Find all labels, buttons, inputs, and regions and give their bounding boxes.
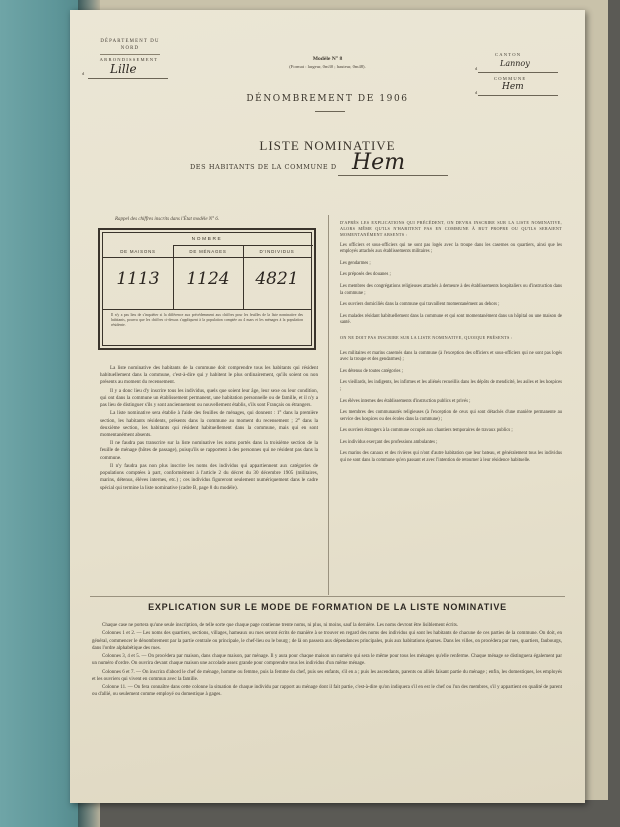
included-item: Les malades résidant habituellement dans la commune et qui sont momentanément dans un hôpital ou une maison de santé.	[340, 313, 562, 326]
modele-number: Modèle N° 8	[312, 56, 343, 62]
commune-handwritten: Hem	[352, 150, 406, 175]
col-header-individus: D'INDIVIDUS	[259, 249, 295, 254]
commune-value: Hem	[502, 82, 524, 92]
document-page	[70, 10, 585, 803]
arrondissement-label: ARRONDISSEMENT	[99, 57, 159, 62]
excluded-item: Les militaires et marins casernés dans la commune (à l'exception des officiers et sous-officiers qui ne sont pas logés avec la troupe et des gendarmes) ;	[340, 350, 562, 363]
format-note: (Format : largeur, 0m30 ; hauteur, 0m48).	[289, 64, 366, 69]
explication-paragraph: Colonnes 6 et 7. — On inscrira d'abord le chef de ménage, homme ou femme, puis la femme du chef, puis ses enfants, s'il en a ; puis les ascendants, parents ou alliés faisant partie du ménage ; enfin, les domestiques, les employés et les ouvriers qui vivent en commun avec la famille.	[92, 669, 562, 682]
list-subtitle: DES HABITANTS DE LA COMMUNE D	[190, 163, 337, 171]
value-menages: 1124	[186, 269, 230, 289]
value-maisons: 1113	[116, 269, 160, 289]
included-item: Les préposés des douanes ;	[340, 272, 391, 278]
excluded-item: Les détenus de toutes catégories ;	[340, 368, 403, 374]
left-paragraph: La liste nominative des habitants de la commune doit comprendre tous les habitants qui résident habituellement dans la commune, c'est-à-dire qui y habitent le plus ordinairement, qu'ils soient ou non présents au moment du recensement.	[100, 365, 318, 386]
document-title: DÉNOMBREMENT DE 1906	[246, 94, 409, 104]
commune-prefix: d	[475, 90, 478, 95]
right-instructions	[340, 220, 562, 470]
included-intro: D'APRÈS LES EXPLICATIONS QUI PRÉCÈDENT, ON DEVRA INSCRIRE SUR LA LISTE NOMINATIVE, ALORS MÊME QU'ILS N'HABITENT PAS EN COMMUNE À BUT PROPRE OU QU'ILS SERAIENT MOMENTANÉMENT ABSENTS :	[340, 220, 562, 237]
commune-label: COMMUNE	[494, 76, 527, 81]
departement-label: DÉPARTEMENT DU NORD	[100, 39, 160, 52]
excluded-intro: ON NE DOIT PAS INSCRIRE SUR LA LISTE NOMINATIVE, QUOIQUE PRÉSENTS :	[340, 334, 513, 340]
table-caption: Rappel des chiffres inscrits dans l'État modèle N° 6.	[115, 217, 220, 222]
excluded-item: Les vieillards, les indigents, les infirmes et les aliénés recueillis dans les dépôts de mendicité, les asiles et les hospices ;	[340, 380, 562, 393]
included-item: Les ouvriers domiciliés dans la commune qui travaillent momentanément au dehors ;	[340, 302, 500, 308]
value-individus: 4821	[255, 269, 299, 289]
explication-paragraph: Colonnes 3, 4 et 5. — On procédera par maison, dans chaque maison, par ménage. Il y aura pour chaque maison un numéro qui sera le même pour tous les ménages qu'elle renferme. Chaque ménage se distinguera également par un numéro d'ordre. On ouvrira devant chaque maison une accolade assez grande pour comprendre tous les individus d'un même ménage.	[92, 654, 562, 667]
canton-label: CANTON	[495, 52, 522, 57]
table-header: NOMBRE	[191, 237, 223, 242]
table-footnote: Il n'y a pas lieu de s'inquiéter si la différence aux précédemment aux chiffres pour les feuilles de la liste nominative des habitants, pourvu que les chiffres ci-dessus s'appliquent à la population comptée au 4 mars et les ménages à la population résidente.	[111, 313, 303, 327]
included-item: Les membres des congrégations religieuses attachés à demeure à des établissements hospitaliers ou d'instruction dans la commune ;	[340, 283, 562, 296]
excluded-item: Les ouvriers étrangers à la commune occupés aux chantiers temporaires de travaux publics ;	[340, 428, 513, 434]
arrondissement-prefix: d	[82, 71, 85, 76]
explication-paragraph: Colonnes 1 et 2. — Les noms des quartiers, sections, villages, hameaux ou rues seront écrits de manière à se trouver en regard des noms des individus qui sont les habitants de chacune de ces parties de la commune. On doit, en général, commencer le dénombrement par la partie centrale ou principale, le chef-lieu ou le bourg ; de là on passera aux dépendances principales, puis aux habitations éparses. Dans les villes, on procédera par rues, quartiers, faubourgs, dans l'ordre alphabétique des rues.	[92, 631, 562, 651]
excluded-item: Les individus exerçant des professions ambulantes ;	[340, 439, 438, 445]
excluded-item: Les élèves internes des établissements d'instruction publics et privés ;	[340, 398, 471, 404]
excluded-item: Les membres des communautés religieuses (à l'exception de ceux qui sont détachés d'une manière permanente au service des hospices ou des écoles dans la commune) ;	[340, 410, 562, 422]
explication-title: EXPLICATION SUR LE MODE DE FORMATION DE LA LISTE NOMINATIVE	[148, 602, 507, 612]
canton-value: Lannoy	[500, 59, 530, 68]
explication-paragraph: Chaque case ne portera qu'une seule inscription, de telle sorte que chaque page contienne trente noms, ni plus, ni moins, sauf la dernière. Les noms devront être lisiblement écrits.	[102, 623, 459, 628]
left-paragraph: Il n'y faudra pas non plus inscrire les noms des individus qui appartiennent aux catégories de populations comptées à part, conformément à l'article 2 du décret du 30 décembre 1905 (militaires, marins, détenus, élèves internes, etc.) ; ces individus figureront seulement numériquement dans le cadre spécial qui termine la liste nominative (cadre B, page 8 du modèle).	[100, 462, 318, 491]
excluded-item: Les marins des canaux et des rivières qui n'ont d'autre habitation que leur bateau, et généralement tous les individus qui ne sont dans la commune qu'en passant et avec l'intention de retourner à leur résidence habituelle.	[340, 451, 562, 464]
canton-prefix: d	[475, 66, 478, 71]
included-item: Les officiers et sous-officiers qui ne sont pas logés avec la troupe dans les casernes ou quartiers, ainsi que les employés attachés aux établissements militaires ;	[340, 242, 562, 255]
summary-table	[98, 228, 316, 350]
left-paragraph: Il ne faudra pas transcrire sur la liste nominative les noms portés dans la troisième section de la feuille de ménage (hôtes de passage), puisqu'ils se rapportent à des personnes qui ne résident pas dans la commune.	[100, 440, 318, 461]
explication-body	[92, 622, 562, 700]
left-instructions	[100, 365, 318, 493]
col-header-menages: DE MÉNAGES	[189, 249, 227, 254]
col-header-maisons: DE MAISONS	[120, 249, 156, 254]
column-divider	[328, 215, 329, 595]
included-item: Les gendarmes ;	[340, 260, 371, 266]
arrondissement-value: Lille	[110, 62, 137, 76]
list-title: LISTE NOMINATIVE	[259, 138, 396, 153]
left-paragraph: La liste nominative sera établie à l'aide des feuilles de ménages, qui donnent : 1° dans la première section, les habitants résidents, présents dans la commune au moment du recensement ; 2° dans la deuxième section, les habitants qui résident habituellement dans la commune, mais qui en sont momentanément absents.	[100, 410, 318, 438]
left-paragraph: Il y a donc lieu d'y inscrire tous les individus, quels que soient leur âge, leur sexe ou leur condition, qui ont dans la commune un établissement permanent, une habitation personnelle ou de famille, et il n'y a pas lieu de distinguer s'ils y sont anciennement ou nouvellement établis, s'ils sont Français ou étrangers.	[100, 387, 318, 409]
explication-paragraph: Colonne 11. — On fera connaître dans cette colonne la situation de chaque individu par rapport au ménage dont il fait partie, c'est-à-dire qu'on indiquera s'il en est le chef ou l'un des membres, s'il y appartient en qualité de parent ou d'allié, ou seulement comme employé ou domestique à gages.	[92, 685, 562, 698]
